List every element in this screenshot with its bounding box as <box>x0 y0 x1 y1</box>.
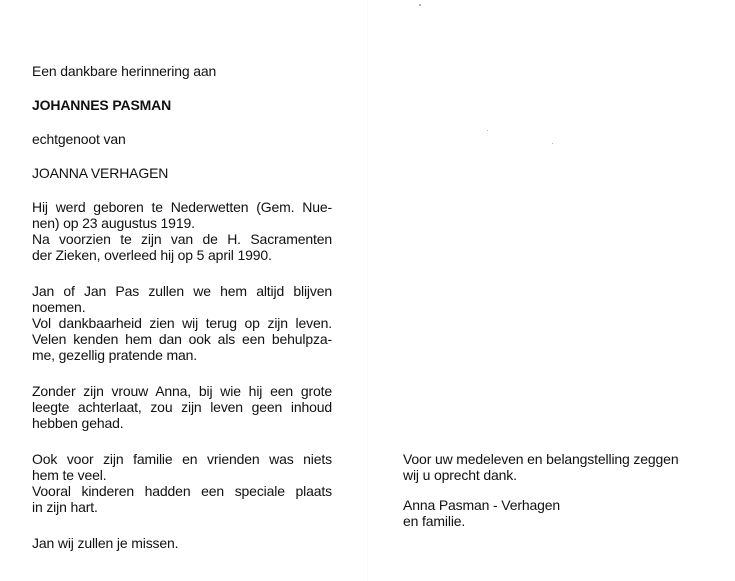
deceased-name: JOHANNES PASMAN <box>32 97 172 113</box>
thanks-paragraph <box>403 451 708 483</box>
paper-speck <box>487 130 488 131</box>
thanks-line: Voor uw medeleven en belangstelling zeggen <box>403 451 679 467</box>
bio-line: Na voorzien te zijn van de H. Sacramenten <box>32 231 332 247</box>
paper-speck <box>552 143 553 144</box>
bio-line: Hij werd geboren te Nederwetten (Gem. Nue- <box>32 199 332 215</box>
signature-line: en familie. <box>403 513 466 529</box>
family-line: hem te veel. <box>32 467 107 483</box>
closing-text: Jan wij zullen je missen. <box>32 535 179 551</box>
wife-line: leegte achterlaat, zou zijn leven geen inhoud <box>32 399 332 415</box>
signature-line: Anna Pasman - Verhagen <box>403 497 561 513</box>
memory-paragraph <box>32 283 332 363</box>
signature-block <box>403 497 708 529</box>
relation-text: echtgenoot van <box>32 131 126 147</box>
paper-speck <box>419 4 421 6</box>
wife-line: Zonder zijn vrouw Anna, bij wie hij een grote <box>32 383 332 399</box>
wife-line: hebben gehad. <box>32 415 124 431</box>
memory-line: Jan of Jan Pas zullen we hem altijd blijven <box>32 283 332 299</box>
wife-paragraph <box>32 383 332 431</box>
memory-line: noemen. <box>32 299 86 315</box>
fold-line <box>367 0 368 581</box>
bio-paragraph <box>32 199 332 263</box>
family-line: Ook voor zijn familie en vrienden was niets <box>32 451 332 467</box>
right-column <box>403 451 708 529</box>
spouse-name: JOANNA VERHAGEN <box>32 165 169 181</box>
memory-line: me, gezellig pratende man. <box>32 347 197 363</box>
memory-line: Velen kenden hem dan ook als een behulpza- <box>32 331 332 347</box>
memory-line: Vol dankbaarheid zien wij terug op zijn leven. <box>32 315 332 331</box>
bio-line: nen) op 23 augustus 1919. <box>32 215 195 231</box>
bio-line: der Zieken, overleed hij op 5 april 1990. <box>32 247 272 263</box>
left-column <box>32 63 332 551</box>
family-line: Vooral kinderen hadden een speciale plaats <box>32 483 332 499</box>
thanks-line: wij u oprecht dank. <box>403 467 517 483</box>
family-line: in zijn hart. <box>32 499 98 515</box>
intro-text: Een dankbare herinnering aan <box>32 63 217 79</box>
family-paragraph <box>32 451 332 515</box>
